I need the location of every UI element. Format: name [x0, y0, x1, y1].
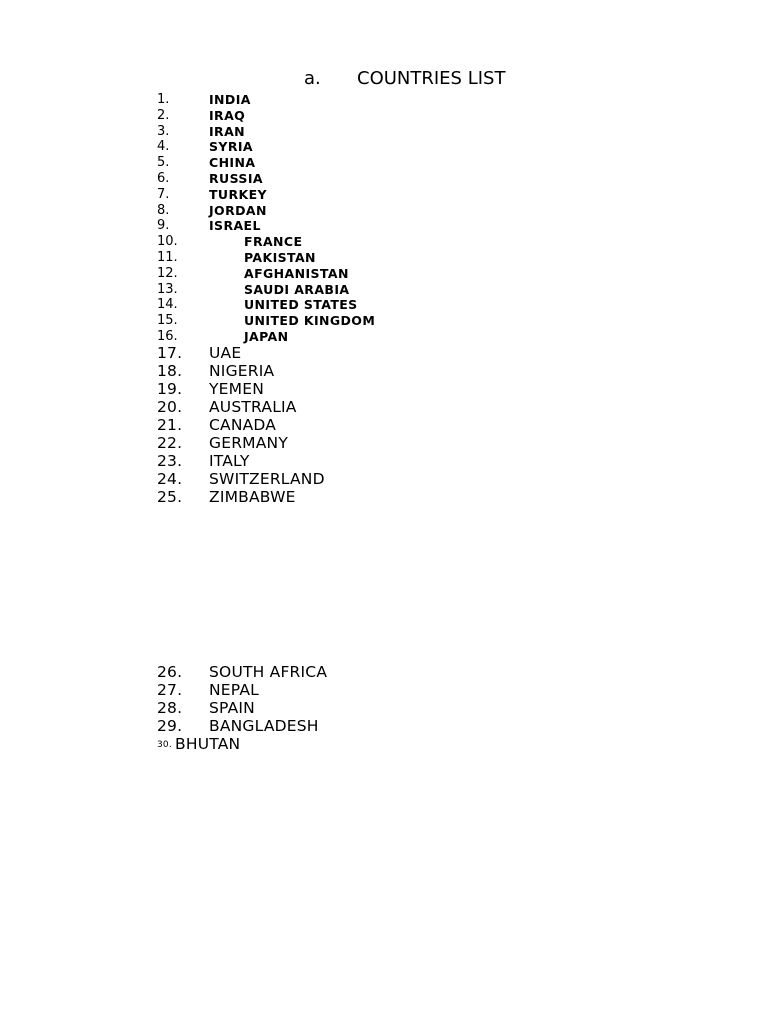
- list-item: [0, 717, 768, 735]
- item-number: 15.: [157, 313, 178, 328]
- country-name: SOUTH AFRICA: [209, 663, 328, 681]
- country-name: RUSSIA: [209, 171, 263, 186]
- list-item: [0, 250, 768, 266]
- country-name: FRANCE: [244, 234, 303, 249]
- item-number: 2.: [157, 108, 170, 123]
- item-number: 3.: [157, 124, 170, 139]
- list-title: [0, 68, 768, 94]
- country-name: IRAQ: [209, 108, 246, 123]
- country-name: SYRIA: [209, 139, 254, 154]
- list-item: [0, 108, 768, 124]
- country-name: INDIA: [209, 92, 251, 107]
- list-item: [0, 470, 768, 488]
- list-item: [0, 452, 768, 470]
- list-item: [0, 234, 768, 250]
- item-number: 23.: [157, 452, 183, 470]
- country-name: SPAIN: [209, 699, 255, 717]
- list-item: [0, 416, 768, 434]
- list-item: [0, 681, 768, 699]
- list-item: [0, 282, 768, 298]
- country-name: TURKEY: [209, 187, 267, 202]
- item-number: 19.: [157, 380, 183, 398]
- item-number: 24.: [157, 470, 183, 488]
- item-number: 11.: [157, 250, 178, 265]
- item-number: 5.: [157, 155, 170, 170]
- item-number: 12.: [157, 266, 178, 281]
- item-number: 25.: [157, 488, 183, 506]
- item-number: 1.: [157, 92, 170, 107]
- list-item: [0, 171, 768, 187]
- country-name: NEPAL: [209, 681, 259, 699]
- list-item: [0, 488, 768, 506]
- list-item: [0, 663, 768, 681]
- country-name: BHUTAN: [175, 735, 241, 753]
- list-item: [0, 699, 768, 717]
- country-name: JORDAN: [209, 203, 267, 218]
- country-name: NIGERIA: [209, 362, 275, 380]
- item-number: 17.: [157, 344, 183, 362]
- list-item: [0, 187, 768, 203]
- item-number: 7.: [157, 187, 170, 202]
- item-number: 30.: [157, 740, 172, 750]
- list-item: [0, 124, 768, 140]
- country-name: AFGHANISTAN: [244, 266, 349, 281]
- item-number: 22.: [157, 434, 183, 452]
- country-name: PAKISTAN: [244, 250, 316, 265]
- country-name: ITALY: [209, 452, 250, 470]
- list-item: [0, 735, 768, 753]
- item-number: 18.: [157, 362, 183, 380]
- country-name: UAE: [209, 344, 242, 362]
- list-item: [0, 266, 768, 282]
- country-name: UNITED KINGDOM: [244, 313, 376, 328]
- list-item: [0, 434, 768, 452]
- item-number: 28.: [157, 699, 183, 717]
- country-name: IRAN: [209, 124, 246, 139]
- item-number: 26.: [157, 663, 183, 681]
- item-number: 21.: [157, 416, 183, 434]
- country-name: GERMANY: [209, 434, 289, 452]
- title-text: COUNTRIES LIST: [357, 68, 506, 89]
- country-name: ZIMBABWE: [209, 488, 296, 506]
- country-name: CANADA: [209, 416, 277, 434]
- item-number: 8.: [157, 203, 170, 218]
- item-number: 9.: [157, 218, 170, 233]
- item-number: 29.: [157, 717, 183, 735]
- list-item: [0, 313, 768, 329]
- country-name: CHINA: [209, 155, 256, 170]
- country-name: BANGLADESH: [209, 717, 319, 735]
- item-number: 20.: [157, 398, 183, 416]
- list-item: [0, 203, 768, 219]
- item-number: 27.: [157, 681, 183, 699]
- country-name: YEMEN: [209, 380, 265, 398]
- country-name: SWITZERLAND: [209, 470, 325, 488]
- list-item: [0, 297, 768, 313]
- list-item: [0, 344, 768, 362]
- country-name: ISRAEL: [209, 218, 261, 233]
- country-name: AUSTRALIA: [209, 398, 297, 416]
- item-number: 4.: [157, 139, 170, 154]
- item-number: 14.: [157, 297, 178, 312]
- item-number: 6.: [157, 171, 170, 186]
- item-number: 13.: [157, 282, 178, 297]
- list-item: [0, 398, 768, 416]
- list-item: [0, 380, 768, 398]
- item-number: 16.: [157, 329, 178, 344]
- item-number: 10.: [157, 234, 178, 249]
- country-name: JAPAN: [244, 329, 289, 344]
- list-item: [0, 329, 768, 345]
- list-item: [0, 139, 768, 155]
- country-name: UNITED STATES: [244, 297, 358, 312]
- list-item: [0, 218, 768, 234]
- title-marker: a.: [304, 68, 321, 89]
- list-item: [0, 92, 768, 108]
- country-name: SAUDI ARABIA: [244, 282, 350, 297]
- list-item: [0, 362, 768, 380]
- list-item: [0, 155, 768, 171]
